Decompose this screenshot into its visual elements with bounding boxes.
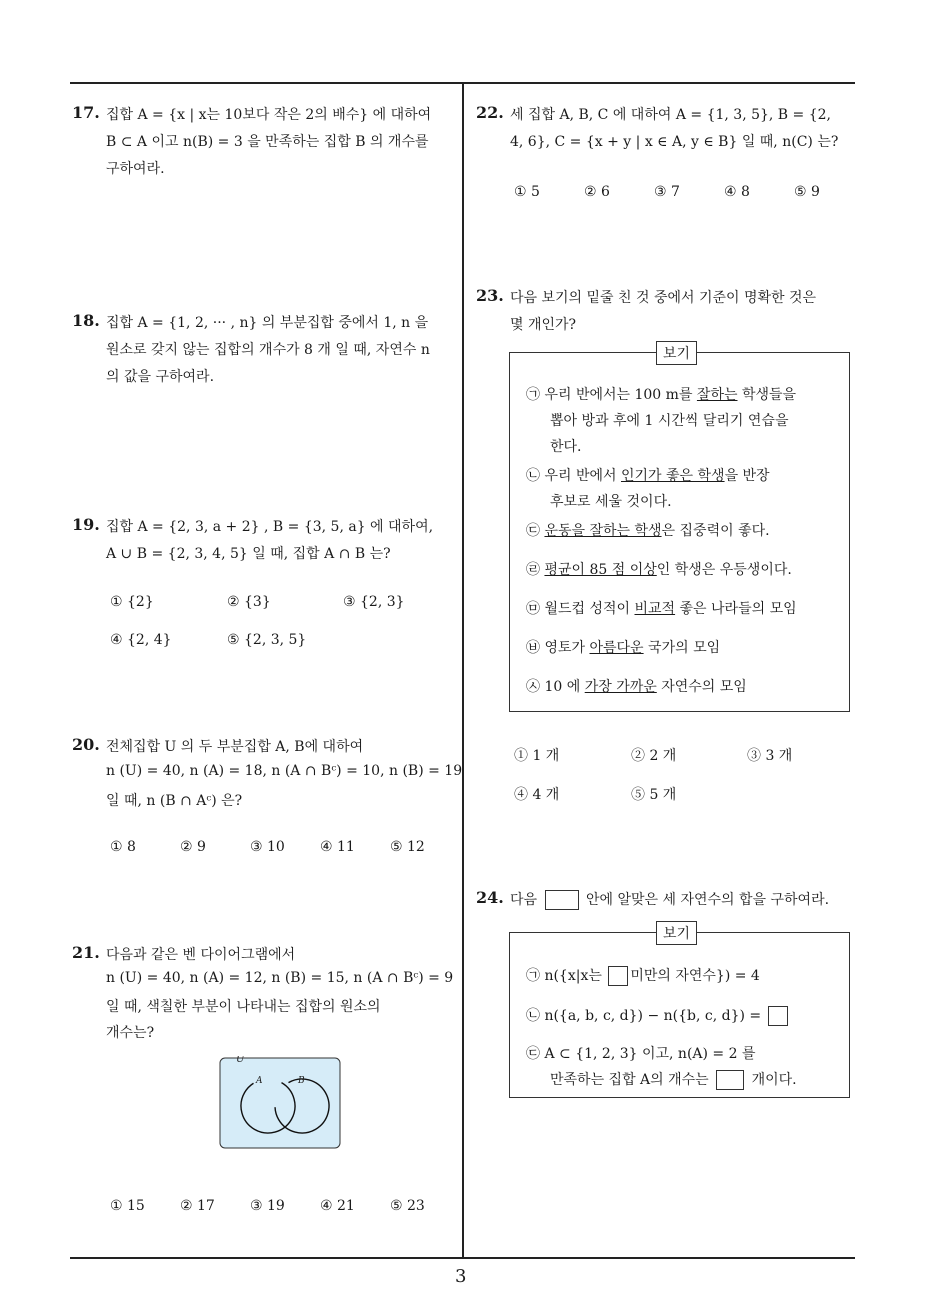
question-text: B ⊂ A 이고 n(B) = 3 을 만족하는 집합 B 의 개수를 xyxy=(106,134,429,150)
question-text: 집합 A = {2, 3, a + 2} , B = {3, 5, a} 에 대하여, xyxy=(106,519,434,535)
choice-3[interactable]: ③ 10 xyxy=(250,839,285,855)
bogi-item-1: ㉠ n({x|x는 미만의 자연수}) = 4 xyxy=(526,968,760,984)
question-text: n (U) = 40, n (A) = 12, n (B) = 15, n (A ∩ Bᶜ) = 9 xyxy=(106,970,454,986)
universal-set-rect xyxy=(220,1058,340,1148)
answer-blank-box xyxy=(608,966,628,986)
question-text: 집합 A = {x | x는 10보다 작은 2의 배수} 에 대하여 xyxy=(106,107,432,123)
question-text: 세 집합 A, B, C 에 대하여 A = {1, 3, 5}, B = {2, xyxy=(510,107,831,123)
choice-3[interactable]: ③ 3 개 xyxy=(747,748,793,764)
question-number: 23. xyxy=(476,286,504,305)
question-number: 18. xyxy=(72,311,100,330)
venn-b-label: B xyxy=(298,1076,305,1086)
question-text: n (U) = 40, n (A) = 18, n (A ∩ Bᶜ) = 10, n (B) = 19 xyxy=(106,763,463,779)
bogi-item-5: ㉤ 월드컵 성적이 비교적 좋은 나라들의 모임 xyxy=(526,601,797,617)
choice-1[interactable]: ① 1 개 xyxy=(514,748,560,764)
choice-1[interactable]: ① {2} xyxy=(110,594,154,610)
choice-3[interactable]: ③ 7 xyxy=(654,184,680,200)
question-text: 구하여라. xyxy=(106,161,165,177)
question-text: 다음 안에 알맞은 세 자연수의 합을 구하여라. xyxy=(510,892,830,908)
choice-4[interactable]: ④ 11 xyxy=(320,839,355,855)
answer-blank-box xyxy=(545,890,579,910)
column-divider xyxy=(462,83,464,1258)
question-text: 원소로 갖지 않는 집합의 개수가 8 개 일 때, 자연수 n xyxy=(106,342,430,358)
question-number: 20. xyxy=(72,735,100,754)
choice-1[interactable]: ① 8 xyxy=(110,839,136,855)
choice-3[interactable]: ③ {2, 3} xyxy=(343,594,405,610)
choice-2[interactable]: ② 2 개 xyxy=(631,748,677,764)
question-text: 개수는? xyxy=(106,1025,155,1041)
choice-1[interactable]: ① 5 xyxy=(514,184,540,200)
venn-a-label: A xyxy=(256,1076,263,1086)
bogi-label: 보기 xyxy=(656,921,697,945)
choice-4[interactable]: ④ 8 xyxy=(724,184,750,200)
answer-blank-box xyxy=(716,1070,744,1090)
bogi-item-3: ㉢ 운동을 잘하는 학생은 집중력이 좋다. xyxy=(526,523,770,539)
bogi-item-6: ㉥ 영토가 아름다운 국가의 모임 xyxy=(526,640,721,656)
question-number: 19. xyxy=(72,515,100,534)
question-number: 22. xyxy=(476,103,504,122)
choice-5[interactable]: ⑤ 5 개 xyxy=(631,787,677,803)
choice-4[interactable]: ④ 4 개 xyxy=(514,787,560,803)
question-text: 전체집합 U 의 두 부분집합 A, B에 대하여 xyxy=(106,739,364,755)
choice-2[interactable]: ② 9 xyxy=(180,839,206,855)
choice-3[interactable]: ③ 19 xyxy=(250,1198,285,1214)
bottom-rule xyxy=(70,1257,855,1259)
bogi-item-1: ㉠ 우리 반에서는 100 m를 잘하는 학생들을 xyxy=(526,387,797,403)
choice-2[interactable]: ② 6 xyxy=(584,184,610,200)
bogi-item-3: ㉢ A ⊂ {1, 2, 3} 이고, n(A) = 2 를 xyxy=(526,1046,756,1062)
choice-5[interactable]: ⑤ 9 xyxy=(794,184,820,200)
question-number: 17. xyxy=(72,103,100,122)
choice-4[interactable]: ④ {2, 4} xyxy=(110,632,172,648)
answer-blank-box xyxy=(768,1006,788,1026)
question-text: 4, 6}, C = {x + y | x ∈ A, y ∈ B} 일 때, n(C) 는? xyxy=(510,134,839,150)
page-number: 3 xyxy=(455,1266,467,1287)
venn-u-label: U xyxy=(236,1056,245,1065)
bogi-item-2: ㉡ 우리 반에서 인기가 좋은 학생을 반장 xyxy=(526,468,770,484)
question-text: 다음과 같은 벤 다이어그램에서 xyxy=(106,947,296,963)
bogi-item-3-cont: 만족하는 집합 A의 개수는 개이다. xyxy=(550,1072,797,1088)
question-text: 일 때, 색칠한 부분이 나타내는 집합의 원소의 xyxy=(106,999,381,1015)
question-text: 집합 A = {1, 2, ··· , n} 의 부분집합 중에서 1, n 을 xyxy=(106,315,429,331)
bogi-item-1-cont: 한다. xyxy=(550,439,582,455)
question-text: 몇 개인가? xyxy=(510,317,577,333)
choice-2[interactable]: ② 17 xyxy=(180,1198,215,1214)
question-text: 다음 보기의 밑줄 친 것 중에서 기준이 명확한 것은 xyxy=(510,290,817,306)
bogi-label: 보기 xyxy=(656,341,697,365)
choice-5[interactable]: ⑤ {2, 3, 5} xyxy=(227,632,307,648)
question-number: 24. xyxy=(476,888,504,907)
bogi-item-1-cont: 뽑아 방과 후에 1 시간씩 달리기 연습을 xyxy=(550,413,789,429)
bogi-item-2: ㉡ n({a, b, c, d}) − n({b, c, d}) = xyxy=(526,1005,788,1026)
choice-1[interactable]: ① 15 xyxy=(110,1198,145,1214)
question-number: 21. xyxy=(72,943,100,962)
question-text: A ∪ B = {2, 3, 4, 5} 일 때, 집합 A ∩ B 는? xyxy=(106,546,391,562)
bogi-item-7: ㉦ 10 에 가장 가까운 자연수의 모임 xyxy=(526,679,747,695)
bogi-item-2-cont: 후보로 세울 것이다. xyxy=(550,494,672,510)
choice-4[interactable]: ④ 21 xyxy=(320,1198,355,1214)
choice-5[interactable]: ⑤ 12 xyxy=(390,839,425,855)
choice-2[interactable]: ② {3} xyxy=(227,594,271,610)
question-text: 일 때, n (B ∩ Aᶜ) 은? xyxy=(106,793,243,809)
question-text: 의 값을 구하여라. xyxy=(106,369,215,385)
venn-diagram xyxy=(218,1056,342,1150)
bogi-item-4: ㉣ 평균이 85 점 이상인 학생은 우등생이다. xyxy=(526,562,792,578)
choice-5[interactable]: ⑤ 23 xyxy=(390,1198,425,1214)
